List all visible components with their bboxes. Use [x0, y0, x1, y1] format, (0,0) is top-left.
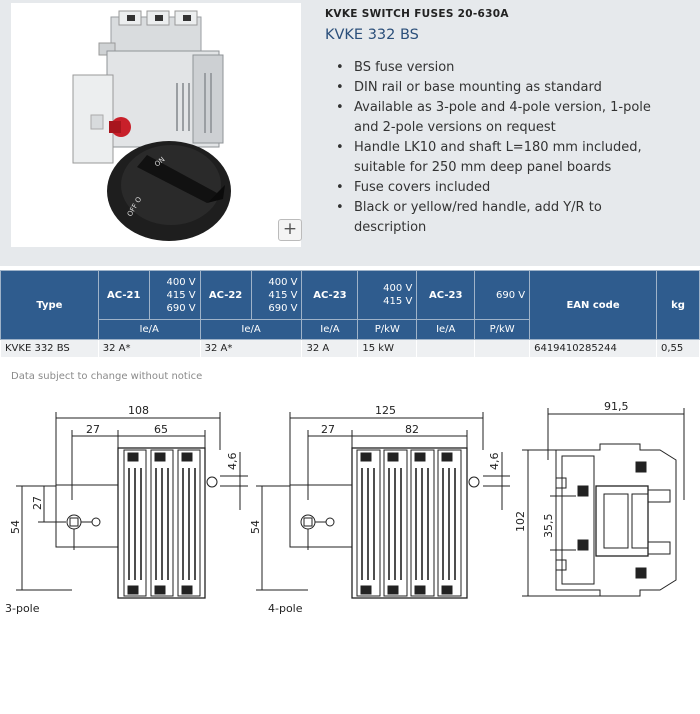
dim-side-depth: 91,5: [604, 400, 629, 413]
dim-3p-mid: 27: [31, 496, 44, 510]
feature-item: • Handle LK10 and shaft L=180 mm included, suitable for 250 mm deep panel boards: [336, 138, 676, 178]
header-ac21: AC-21: [98, 271, 149, 320]
header-ac23-690-voltage: 690 V: [475, 271, 530, 320]
header-ac22: AC-22: [200, 271, 251, 320]
dim-3p-offset: 27: [86, 423, 100, 436]
cell-type: KVKE 332 BS: [1, 340, 99, 358]
header-ac21-voltages: 400 V 415 V 690 V: [149, 271, 200, 320]
header-type: Type: [1, 271, 99, 340]
dim-3p-rail: 4,6: [226, 452, 239, 470]
switch-fuse-image: [11, 3, 301, 247]
unit-ac23b-ie: Ie/A: [417, 320, 475, 340]
series-title: KVKE SWITCH FUSES 20-630A: [325, 8, 509, 20]
feature-item: • Black or yellow/red handle, add Y/R to description: [336, 198, 676, 238]
cell-ac21: 32 A*: [98, 340, 200, 358]
dim-side-shaft: 35,5: [542, 513, 555, 538]
cell-ac23b-ie: [417, 340, 475, 358]
unit-ac22: Ie/A: [200, 320, 302, 340]
header-ac23-voltages: 400 V 415 V: [358, 271, 417, 320]
product-photo: [11, 3, 301, 247]
cell-kg: 0,55: [656, 340, 699, 358]
header-ac23: AC-23: [302, 271, 358, 320]
model-title: KVKE 332 BS: [325, 27, 419, 43]
header-kg: kg: [656, 271, 699, 340]
header-ean: EAN code: [530, 271, 657, 340]
header-ac23-690: AC-23: [417, 271, 475, 320]
dim-3p-height: 54: [9, 520, 22, 534]
dim-3p-width: 108: [128, 404, 149, 417]
dim-4p-offset: 27: [321, 423, 335, 436]
cell-ac23-p: 15 kW: [358, 340, 417, 358]
cell-ean: 6419410285244: [530, 340, 657, 358]
unit-ac21: Ie/A: [98, 320, 200, 340]
cell-ac23-ie: 32 A: [302, 340, 358, 358]
label-4-pole: 4-pole: [268, 602, 303, 615]
dimension-drawings: [0, 390, 700, 620]
drawing-side-view: [514, 400, 684, 596]
dim-side-height: 102: [514, 511, 527, 532]
dim-4p-width: 125: [375, 404, 396, 417]
feature-item: • Available as 3-pole and 4-pole version, 1-pole and 2-pole versions on request: [336, 98, 676, 138]
unit-ac23b-p: P/kW: [475, 320, 530, 340]
label-3-pole: 3-pole: [5, 602, 40, 615]
header-ac22-voltages: 400 V 415 V 690 V: [251, 271, 302, 320]
plus-icon: +: [282, 219, 298, 239]
spec-table: [0, 270, 700, 357]
cell-ac22: 32 A*: [200, 340, 302, 358]
drawing-3-pole: [5, 404, 248, 615]
feature-item: • DIN rail or base mounting as standard: [336, 78, 676, 98]
dim-4p-inner: 82: [405, 423, 419, 436]
disclaimer-note: Data subject to change without notice: [11, 371, 203, 382]
dim-3p-inner: 65: [154, 423, 168, 436]
dim-4p-rail: 4,6: [488, 452, 501, 470]
cell-ac23b-p: [475, 340, 530, 358]
off-label: OFF O: [125, 195, 144, 218]
drawing-4-pole: [249, 404, 510, 615]
unit-ac23-p: P/kW: [358, 320, 417, 340]
feature-item: • Fuse covers included: [336, 178, 676, 198]
expand-image-button[interactable]: [278, 219, 302, 241]
feature-list: [336, 58, 676, 238]
dim-4p-height: 54: [249, 520, 262, 534]
unit-ac23-ie: Ie/A: [302, 320, 358, 340]
feature-item: • BS fuse version: [336, 58, 676, 78]
table-row: [1, 340, 700, 358]
on-label: ON: [153, 155, 167, 169]
